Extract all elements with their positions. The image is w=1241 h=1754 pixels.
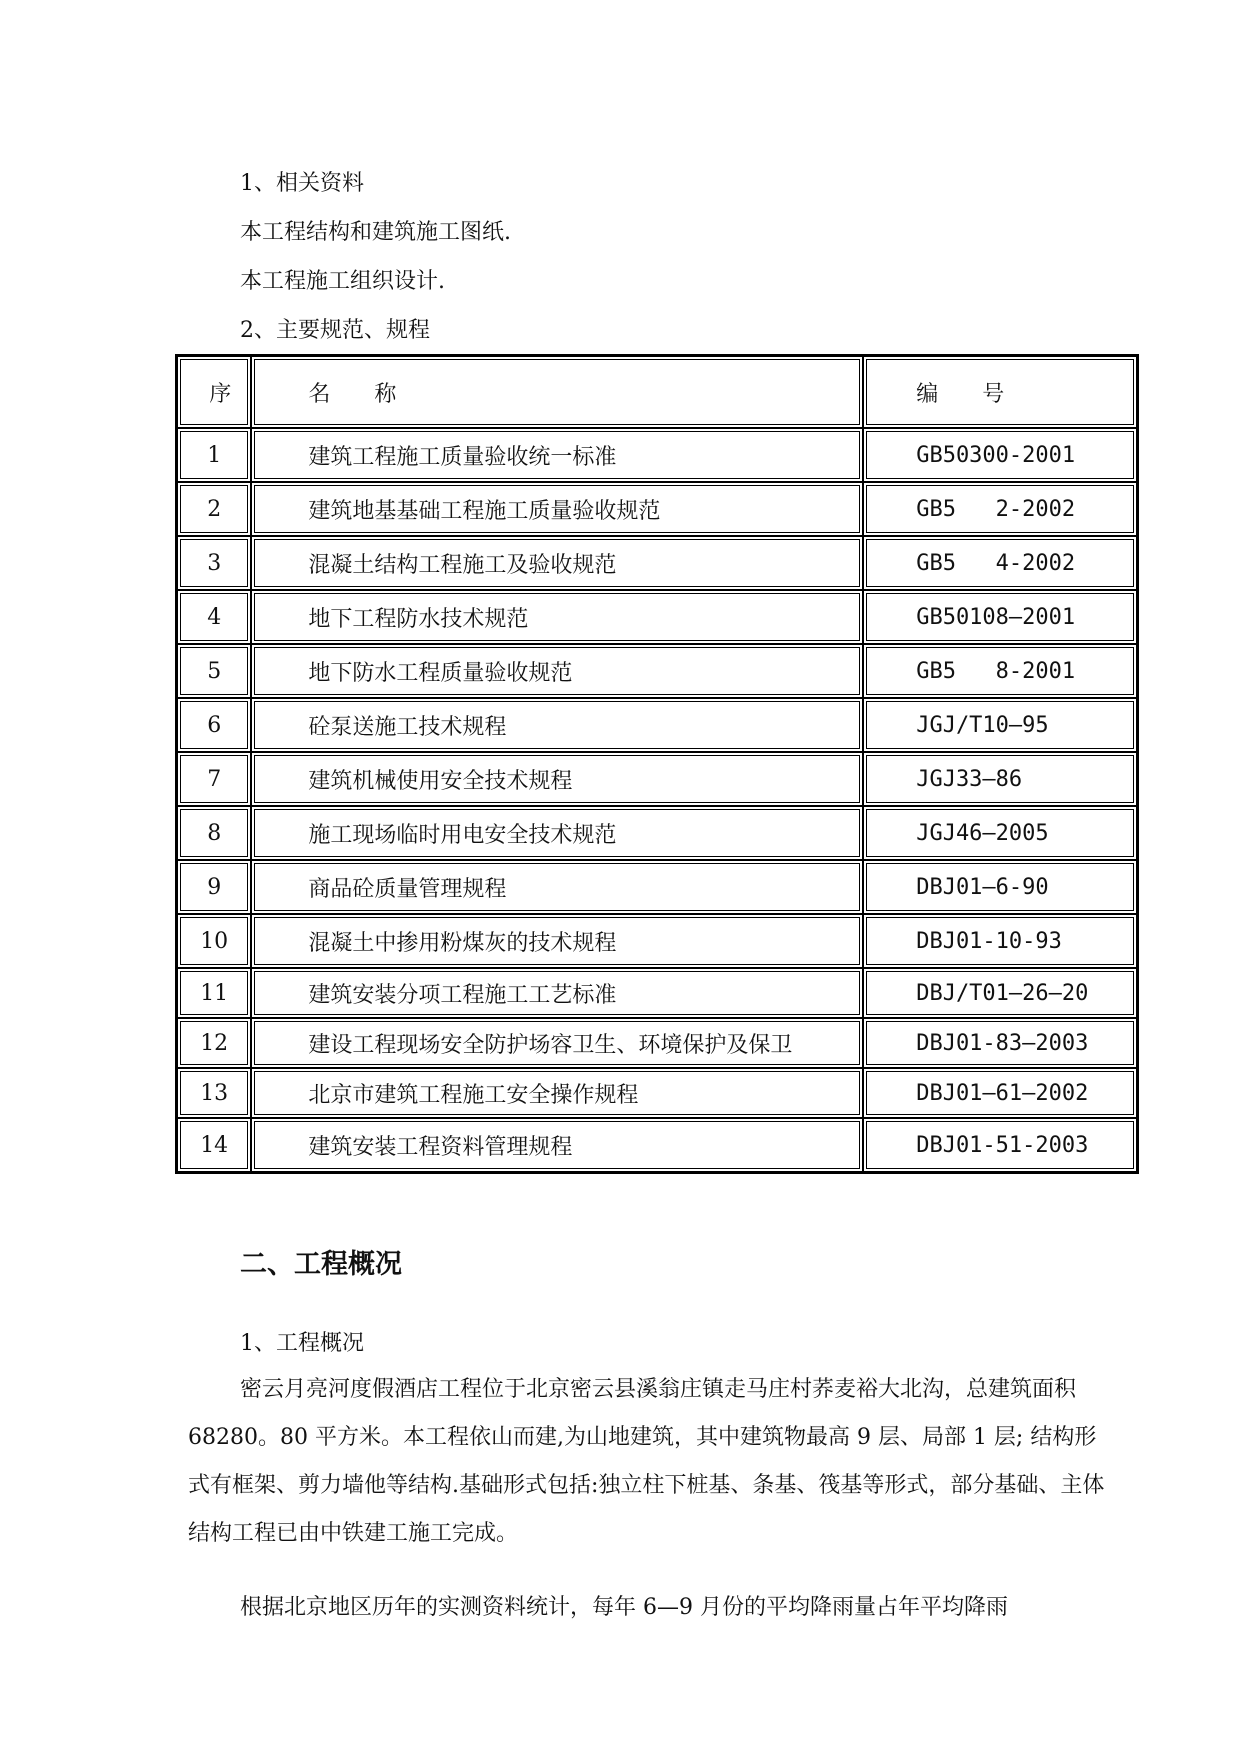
row-name: 建筑机械使用安全技术规程: [251, 752, 863, 806]
row-code: DBJ/T01—26—20: [863, 968, 1137, 1018]
row-no: 9: [177, 860, 251, 914]
row-name: 地下防水工程质量验收规范: [251, 644, 863, 698]
row-code: DBJ01-51-2003: [863, 1118, 1137, 1172]
row-no: 14: [177, 1118, 251, 1172]
table-row: [177, 752, 1137, 806]
row-no: 10: [177, 914, 251, 968]
row-code: DBJ01-83—2003: [863, 1018, 1137, 1068]
row-code: GB5 2-2002: [863, 482, 1137, 536]
table-row: [177, 914, 1137, 968]
row-code: JGJ/T10—95: [863, 698, 1137, 752]
overview-paragraph: 密云月亮河度假酒店工程位于北京密云县溪翁庄镇走马庄村荞麦裕大北沟，总建筑面积 68280。80 平方米。本工程依山而建,为山地建筑，其中建筑物最高 9 层、局部 1 层; 结构形式有框架、剪力墙他等结构.基础形式包括:独立柱下桩基、条基、筏基等形式，部分基础、主体结构工程已由中铁建工施工完成。: [188, 1377, 1105, 1546]
row-no: 7: [177, 752, 251, 806]
row-name: 建筑工程施工质量验收统一标准: [251, 428, 863, 482]
doc-line-drawings: 本工程结构和建筑施工图纸.: [240, 220, 511, 245]
row-code: GB50300-2001: [863, 428, 1137, 482]
row-no: 5: [177, 644, 251, 698]
row-no: 2: [177, 482, 251, 536]
table-row: [177, 590, 1137, 644]
row-no: 1: [177, 428, 251, 482]
header-no: 序: [177, 356, 251, 428]
row-no: 6: [177, 698, 251, 752]
table-row: [177, 1118, 1137, 1172]
row-name: 北京市建筑工程施工安全操作规程: [251, 1068, 863, 1118]
row-name: 施工现场临时用电安全技术规范: [251, 806, 863, 860]
table-row: [177, 644, 1137, 698]
row-code: DBJ01-10-93: [863, 914, 1137, 968]
row-no: 12: [177, 1018, 251, 1068]
row-no: 3: [177, 536, 251, 590]
table-row: [177, 860, 1137, 914]
row-name: 混凝土结构工程施工及验收规范: [251, 536, 863, 590]
row-code: JGJ33—86: [863, 752, 1137, 806]
row-code: GB5 4-2002: [863, 536, 1137, 590]
rainfall-paragraph: 根据北京地区历年的实测资料统计，每年 6—9 月份的平均降雨量占年平均降雨: [240, 1595, 1008, 1620]
row-code: GB5 8-2001: [863, 644, 1137, 698]
row-name: 商品砼质量管理规程: [251, 860, 863, 914]
row-name: 建筑安装工程资料管理规程: [251, 1118, 863, 1172]
row-code: GB50108—2001: [863, 590, 1137, 644]
table-header-row: [177, 356, 1137, 428]
sub-title-related-docs: 1、相关资料: [240, 171, 364, 196]
row-no: 13: [177, 1068, 251, 1118]
row-name: 混凝土中掺用粉煤灰的技术规程: [251, 914, 863, 968]
row-name: 砼泵送施工技术规程: [251, 698, 863, 752]
header-code: 编 号: [863, 356, 1137, 428]
table-row: [177, 698, 1137, 752]
row-no: 11: [177, 968, 251, 1018]
table-row: [177, 536, 1137, 590]
row-name: 建筑安装分项工程施工工艺标准: [251, 968, 863, 1018]
row-name: 地下工程防水技术规范: [251, 590, 863, 644]
row-name: 建筑地基基础工程施工质量验收规范: [251, 482, 863, 536]
row-name: 建设工程现场安全防护场容卫生、环境保护及保卫: [251, 1018, 863, 1068]
row-code: JGJ46—2005: [863, 806, 1137, 860]
row-no: 4: [177, 590, 251, 644]
header-name: 名 称: [251, 356, 863, 428]
table-row: [177, 968, 1137, 1018]
table-row: [177, 806, 1137, 860]
table-row: [177, 428, 1137, 482]
sub-title-standards: 2、主要规范、规程: [240, 318, 430, 343]
sub-title-overview: 1、工程概况: [240, 1331, 364, 1356]
standards-table: [175, 354, 1139, 1174]
table-row: [177, 1068, 1137, 1118]
row-code: DBJ01—6-90: [863, 860, 1137, 914]
table-row: [177, 1018, 1137, 1068]
doc-line-design: 本工程施工组织设计.: [240, 269, 445, 294]
row-no: 8: [177, 806, 251, 860]
table-row: [177, 482, 1137, 536]
section-heading-overview: 二、工程概况: [240, 1249, 402, 1280]
row-code: DBJ01—61—2002: [863, 1068, 1137, 1118]
